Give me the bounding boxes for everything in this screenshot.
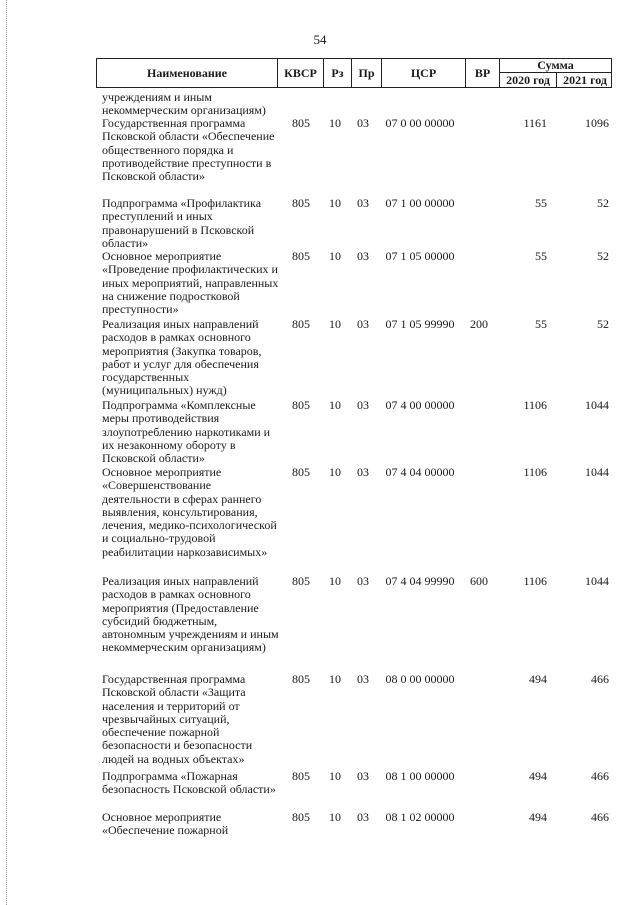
row-pr: 03 (357, 769, 369, 783)
row-sum-2020: 1161 (523, 116, 547, 130)
row-rz: 10 (329, 465, 341, 479)
row-sum-2020: 1106 (523, 398, 547, 412)
row-name: учреждениям и иным некоммерческим организациям) (102, 90, 266, 118)
row-rz: 10 (329, 672, 341, 686)
row-kvsr: 805 (292, 317, 310, 331)
row-name: Основное мероприятие «Проведение профилактических и иных мероприятий, направленных на снижение подростковой преступности» (102, 249, 279, 317)
row-rz: 10 (329, 249, 341, 263)
row-vr: 600 (470, 574, 488, 588)
row-rz: 10 (329, 116, 341, 130)
row-sum-2021: 52 (597, 249, 609, 263)
row-kvsr: 805 (292, 465, 310, 479)
row-pr: 03 (357, 398, 369, 412)
row-csr: 08 1 02 00000 (385, 810, 455, 824)
row-name: Подпрограмма «Профилактика преступлений и иных правонарушений в Псковской области» (102, 196, 262, 250)
row-csr: 07 4 00 00000 (385, 398, 455, 412)
row-sum-2021: 1044 (585, 574, 609, 588)
row-kvsr: 805 (292, 574, 310, 588)
header-name: Наименование (147, 65, 227, 80)
row-rz: 10 (329, 810, 341, 824)
row-csr: 07 0 00 00000 (385, 116, 455, 130)
row-pr: 03 (357, 317, 369, 331)
row-rz: 10 (329, 317, 341, 331)
row-pr: 03 (357, 810, 369, 824)
row-sum-2021: 52 (597, 317, 609, 331)
header-vr: ВР (465, 59, 499, 87)
row-sum-2020: 494 (529, 672, 547, 686)
header-rz: Рз (323, 59, 351, 87)
row-pr: 03 (357, 249, 369, 263)
row-name: Государственная программа Псковской области «Защита населения и территорий от чрезвычайных ситуаций, обеспечение пожарной безопасности и безопасности людей на водных объектах» (102, 672, 253, 766)
row-rz: 10 (329, 574, 341, 588)
row-kvsr: 805 (292, 810, 310, 824)
row-kvsr: 805 (292, 196, 310, 210)
table-header (96, 58, 612, 88)
header-pr: Пр (351, 59, 381, 87)
row-pr: 03 (357, 116, 369, 130)
row-vr: 200 (470, 317, 488, 331)
row-kvsr: 805 (292, 398, 310, 412)
row-kvsr: 805 (292, 116, 310, 130)
row-kvsr: 805 (292, 249, 310, 263)
row-name: Подпрограмма «Комплексные меры противодействия злоупотреблению наркотиками и их незаконному обороту в Псковской области» (102, 398, 271, 466)
row-sum-2021: 52 (597, 196, 609, 210)
scan-edge (6, 0, 7, 905)
row-csr: 07 1 00 00000 (385, 196, 455, 210)
header-year-2021: 2021 год (556, 73, 613, 87)
row-sum-2021: 466 (591, 810, 609, 824)
row-sum-2020: 1106 (523, 574, 547, 588)
row-name: Подпрограмма «Пожарная безопасность Псковской области» (102, 769, 276, 797)
header-sum: Сумма (500, 59, 611, 73)
row-rz: 10 (329, 196, 341, 210)
row-sum-2020: 55 (535, 249, 547, 263)
row-sum-2021: 1044 (585, 398, 609, 412)
row-name: Основное мероприятие «Совершенствование деятельности в сферах раннего выявления, консультирования, лечения, медико-психологической и социально-трудовой реабилитации наркозависимых» (102, 465, 277, 559)
row-csr: 08 0 00 00000 (385, 672, 455, 686)
row-name: Реализация иных направлений расходов в рамках основного мероприятия (Предоставление субсидий бюджетным, автономным учреждениям и иным некоммерческим организациям) (102, 574, 279, 655)
row-pr: 03 (357, 196, 369, 210)
row-rz: 10 (329, 398, 341, 412)
row-pr: 03 (357, 672, 369, 686)
row-csr: 07 4 04 00000 (385, 465, 455, 479)
row-sum-2020: 494 (529, 810, 547, 824)
header-year-2020: 2020 год (506, 73, 550, 87)
row-sum-2020: 1106 (523, 465, 547, 479)
row-rz: 10 (329, 769, 341, 783)
row-sum-2021: 1044 (585, 465, 609, 479)
page-number: 54 (313, 32, 327, 47)
row-sum-2021: 1096 (585, 116, 609, 130)
row-sum-2020: 55 (535, 196, 547, 210)
row-kvsr: 805 (292, 769, 310, 783)
header-kvsr: КВСР (277, 59, 323, 87)
row-name: Реализация иных направлений расходов в рамках основного мероприятия (Закупка товаров, работ и услуг для обеспечения государственных (муниципальных) нужд) (102, 317, 262, 398)
row-sum-2020: 494 (529, 769, 547, 783)
row-sum-2020: 55 (535, 317, 547, 331)
header-csr: ЦСР (381, 59, 465, 87)
row-csr: 07 4 04 99990 (385, 574, 455, 588)
row-sum-2021: 466 (591, 769, 609, 783)
row-sum-2021: 466 (591, 672, 609, 686)
row-pr: 03 (357, 465, 369, 479)
header-sum-group (499, 59, 611, 87)
row-csr: 07 1 05 99990 (385, 317, 455, 331)
row-name: Государственная программа Псковской области «Обеспечение общественного порядка и противодействие преступности в Псковской области» (102, 116, 275, 184)
row-pr: 03 (357, 574, 369, 588)
row-kvsr: 805 (292, 672, 310, 686)
row-name: Основное мероприятие «Обеспечение пожарной (102, 810, 229, 838)
row-csr: 08 1 00 00000 (385, 769, 455, 783)
row-csr: 07 1 05 00000 (385, 249, 455, 263)
